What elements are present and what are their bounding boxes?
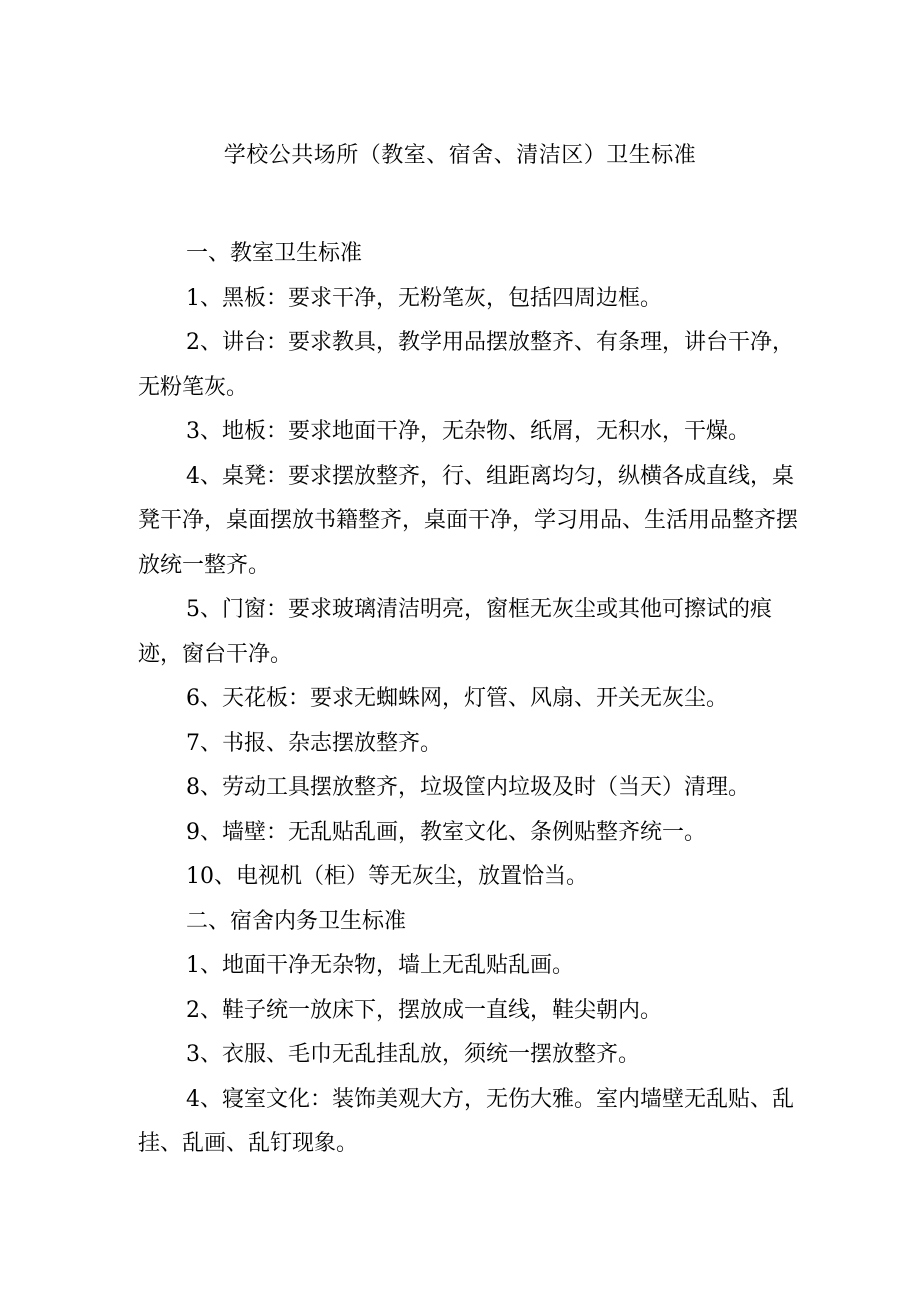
classroom-item-ceiling: 6、天花板：要求无蜘蛛网，灯管、风扇、开关无灰尘。 — [186, 686, 728, 711]
dorm-item-clothes: 3、衣服、毛巾无乱挂乱放，须统一摆放整齐。 — [186, 1042, 640, 1067]
section-heading-dormitory: 二、宿舍内务卫生标准 — [186, 908, 407, 934]
classroom-item-desks: 4、桌凳：要求摆放整齐，行、组距离均匀，纵横各成直线，桌凳干净，桌面摆放书籍整齐，桌面干净，学习用品、生活用品整齐摆放统一整齐。 — [138, 463, 799, 578]
classroom-item-podium: 2、讲台：要求教具，教学用品摆放整齐、有条理，讲台干净，无粉笔灰。 — [138, 330, 794, 400]
document-title: 学校公共场所（教室、宿舍、清洁区）卫生标准 — [223, 143, 697, 168]
dorm-item-shoes: 2、鞋子统一放床下，摆放成一直线，鞋尖朝内。 — [186, 997, 662, 1023]
classroom-item-walls: 9、墙壁：无乱贴乱画，教室文化、条例贴整齐统一。 — [186, 819, 706, 845]
classroom-item-tools: 8、劳动工具摆放整齐，垃圾筐内垃圾及时（当天）清理。 — [186, 775, 750, 800]
dorm-item-floor: 1、地面干净无杂物，墙上无乱贴乱画。 — [186, 953, 574, 978]
section-heading-classroom: 一、教室卫生标准 — [186, 241, 363, 266]
document-body — [138, 232, 798, 1167]
classroom-item-floor: 3、地板：要求地面干净，无杂物、纸屑，无积水，干燥。 — [186, 419, 750, 444]
classroom-item-tv: 10、电视机（柜）等无灰尘，放置恰当。 — [186, 864, 588, 889]
classroom-item-blackboard: 1、黑板：要求干净，无粉笔灰，包括四周边框。 — [186, 285, 662, 311]
dorm-item-culture: 4、寝室文化：装饰美观大方，无伤大雅。室内墙壁无乱贴、乱挂、乱画、乱钉现象。 — [138, 1086, 794, 1156]
classroom-item-newspapers: 7、书报、杂志摆放整齐。 — [186, 730, 442, 756]
classroom-item-doors-windows: 5、门窗：要求玻璃清洁明亮，窗框无灰尘或其他可擦试的痕迹，窗台干净。 — [138, 597, 772, 667]
